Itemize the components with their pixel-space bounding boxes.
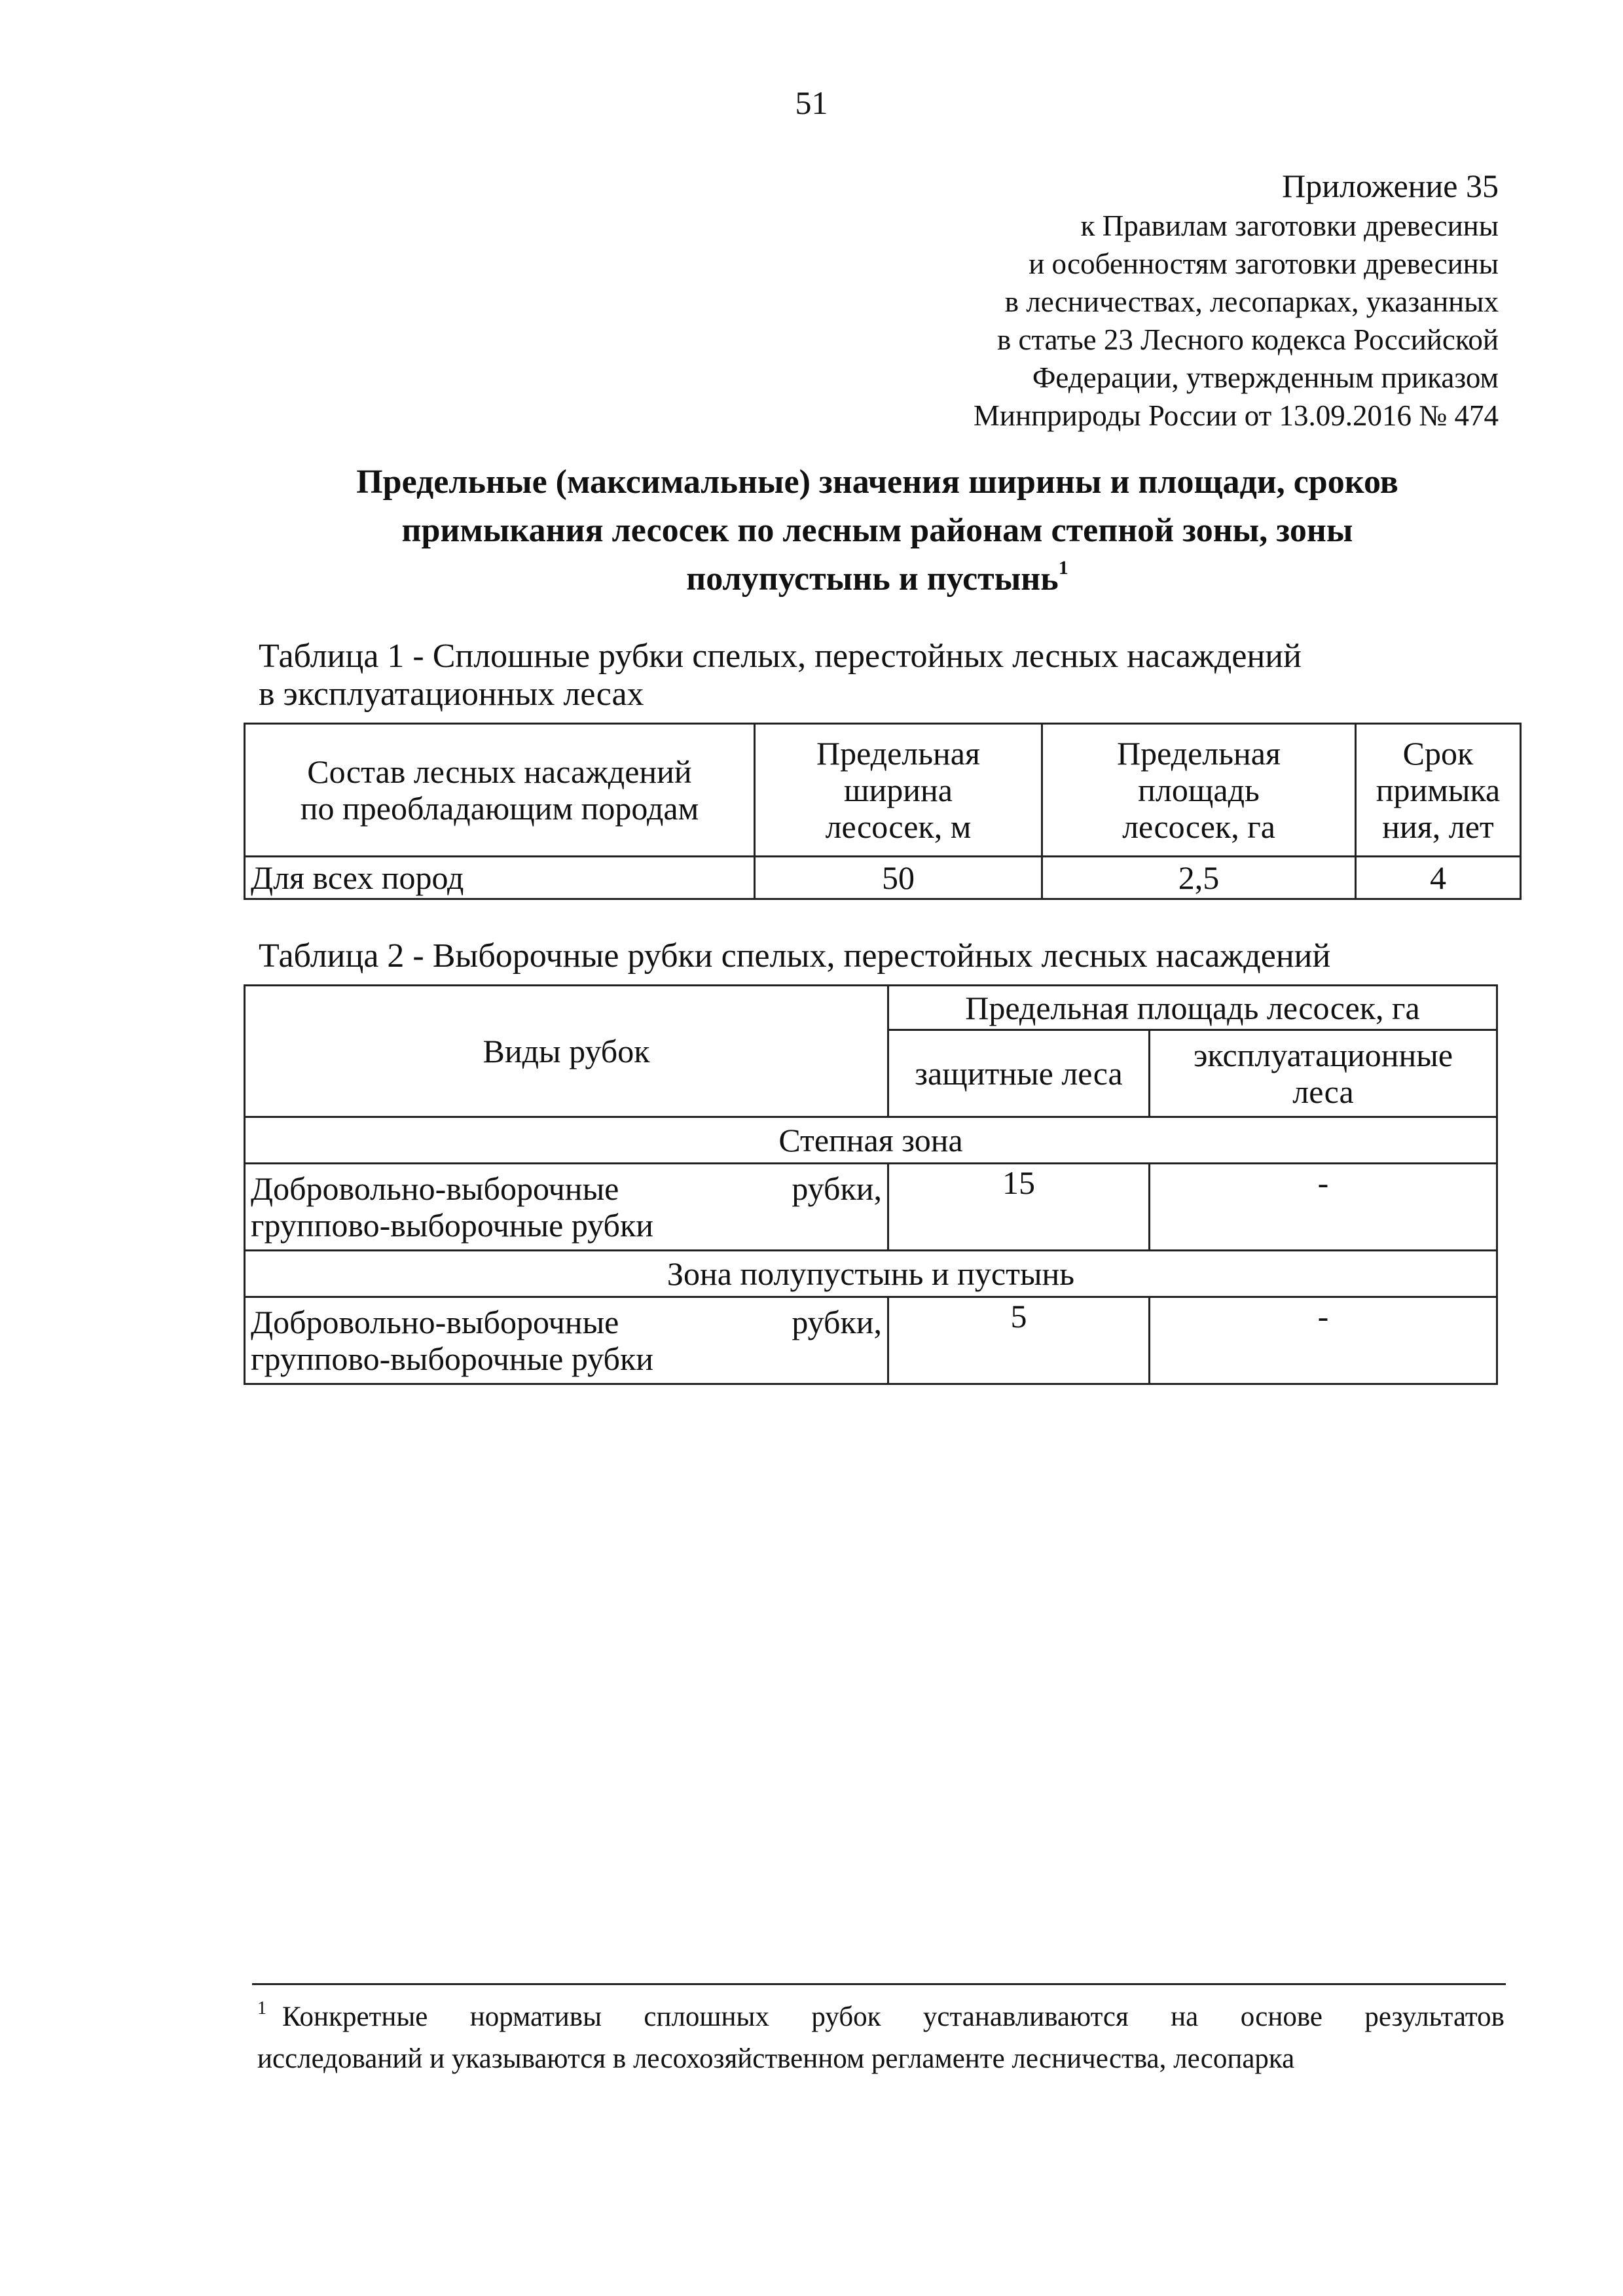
footnote-word: результатов [1364, 2001, 1504, 2032]
footnote-line [257, 1996, 1504, 2038]
header-text: Предельная [816, 735, 980, 772]
header-text: эксплуатационные [1193, 1037, 1453, 1073]
table2-zone-row [245, 1251, 1497, 1297]
table1-header-row [245, 724, 1521, 857]
header-text: по преобладающим породам [300, 790, 699, 827]
title-line: примыкания лесосек по лесным районам степной зоны, зоны [401, 512, 1353, 549]
table1-caption-line: Таблица 1 - Сплошные рубки спелых, перестойных лесных насаждений [259, 637, 1302, 675]
exploit-value: - [1150, 1297, 1497, 1384]
table1-header-cell [1356, 724, 1521, 857]
title-line [262, 555, 1493, 603]
cut-type-word: Добровольно-выборочные [251, 1304, 619, 1340]
footnote-divider [252, 1983, 1506, 1985]
table1-header-cell [245, 724, 755, 857]
title-line-text: полупустынь и пустынь [686, 560, 1059, 598]
table-row [245, 1164, 1497, 1251]
header-text: Срок [1402, 735, 1474, 772]
appendix-line: и особенностям заготовки древесины [1029, 247, 1499, 280]
table2-header-area: Предельная площадь лесосек, га [888, 986, 1497, 1030]
footnote-word: основе [1240, 2001, 1322, 2032]
cut-type-line: группово-выборочные рубки [251, 1207, 653, 1244]
protective-value: 15 [888, 1164, 1150, 1251]
table2-caption: Таблица 2 - Выборочные рубки спелых, перестойных лесных насаждений [259, 937, 1331, 975]
table1-cell: Для всех пород [245, 857, 755, 899]
zone-label: Зона полупустынь и пустынь [245, 1251, 1497, 1297]
footnote-word: нормативы [469, 2001, 602, 2032]
table1-caption [259, 637, 1302, 713]
footnote-word: рубок [811, 2001, 881, 2032]
protective-value: 5 [888, 1297, 1150, 1384]
page-number: 51 [795, 84, 828, 121]
footnote-word: устанавливаются [922, 2001, 1129, 2032]
table1-cell: 50 [755, 857, 1042, 899]
header-text: ния, лет [1382, 808, 1494, 845]
footnote [257, 1996, 1504, 2080]
table1-header-cell [1042, 724, 1356, 857]
cut-type-word: Добровольно-выборочные [251, 1170, 619, 1207]
cut-type-line [251, 1170, 882, 1207]
table2 [244, 984, 1498, 1385]
header-text: площадь [1138, 772, 1260, 808]
appendix-line: к Правилам заготовки древесины [1080, 209, 1499, 242]
appendix-block [974, 165, 1499, 435]
table1-header-cell [755, 724, 1042, 857]
table2-header-protective: защитные леса [888, 1030, 1150, 1117]
appendix-line: в лесничествах, лесопарках, указанных [1004, 285, 1499, 318]
appendix-line: Приложение 35 [1282, 168, 1499, 204]
cut-type-line: группово-выборочные рубки [251, 1340, 653, 1377]
header-text: ширина [844, 772, 953, 808]
header-text: леса [1292, 1073, 1354, 1110]
table2-header-exploit [1150, 1030, 1497, 1117]
footnote-word: на [1171, 2001, 1199, 2032]
appendix-line: Минприроды России от 13.09.2016 № 474 [973, 399, 1499, 432]
appendix-line: в статье 23 Лесного кодекса Российской [996, 323, 1499, 356]
table2-header-row [245, 986, 1497, 1030]
table1-cell: 4 [1356, 857, 1521, 899]
appendix-line: Федерации, утвержденным приказом [1032, 361, 1499, 394]
footnote-word: сплошных [644, 2001, 769, 2032]
header-text: Состав лесных насаждений [307, 753, 692, 790]
title-line: Предельные (максимальные) значения ширины и площади, сроков [356, 463, 1398, 501]
exploit-value: - [1150, 1164, 1497, 1251]
document-title [262, 458, 1493, 603]
header-text: лесосек, га [1122, 808, 1275, 845]
title-footnote-mark: 1 [1058, 557, 1068, 579]
cut-type-word: рубки, [792, 1170, 882, 1207]
footnote-mark: 1 [257, 1998, 266, 2018]
header-text: Предельная [1117, 735, 1281, 772]
header-text: лесосек, м [825, 808, 972, 845]
cut-type-line [251, 1304, 882, 1340]
table2-zone-row [245, 1117, 1497, 1164]
table2-header-types: Виды рубок [245, 986, 888, 1117]
zone-label: Степная зона [245, 1117, 1497, 1164]
table-row [245, 1297, 1497, 1384]
table1-cell: 2,5 [1042, 857, 1356, 899]
cut-type-word: рубки, [792, 1304, 882, 1340]
header-text: примыка [1376, 772, 1501, 808]
table1-caption-line: в эксплуатационных лесах [259, 675, 644, 713]
table-row [245, 857, 1521, 899]
footnote-word [257, 1996, 428, 2038]
footnote-line: исследований и указываются в лесохозяйственном регламенте лесничества, лесопарка [257, 2043, 1295, 2074]
cut-type-cell [245, 1164, 888, 1251]
table1 [244, 723, 1522, 900]
cut-type-cell [245, 1297, 888, 1384]
footnote-word-text: Конкретные [282, 2001, 428, 2032]
